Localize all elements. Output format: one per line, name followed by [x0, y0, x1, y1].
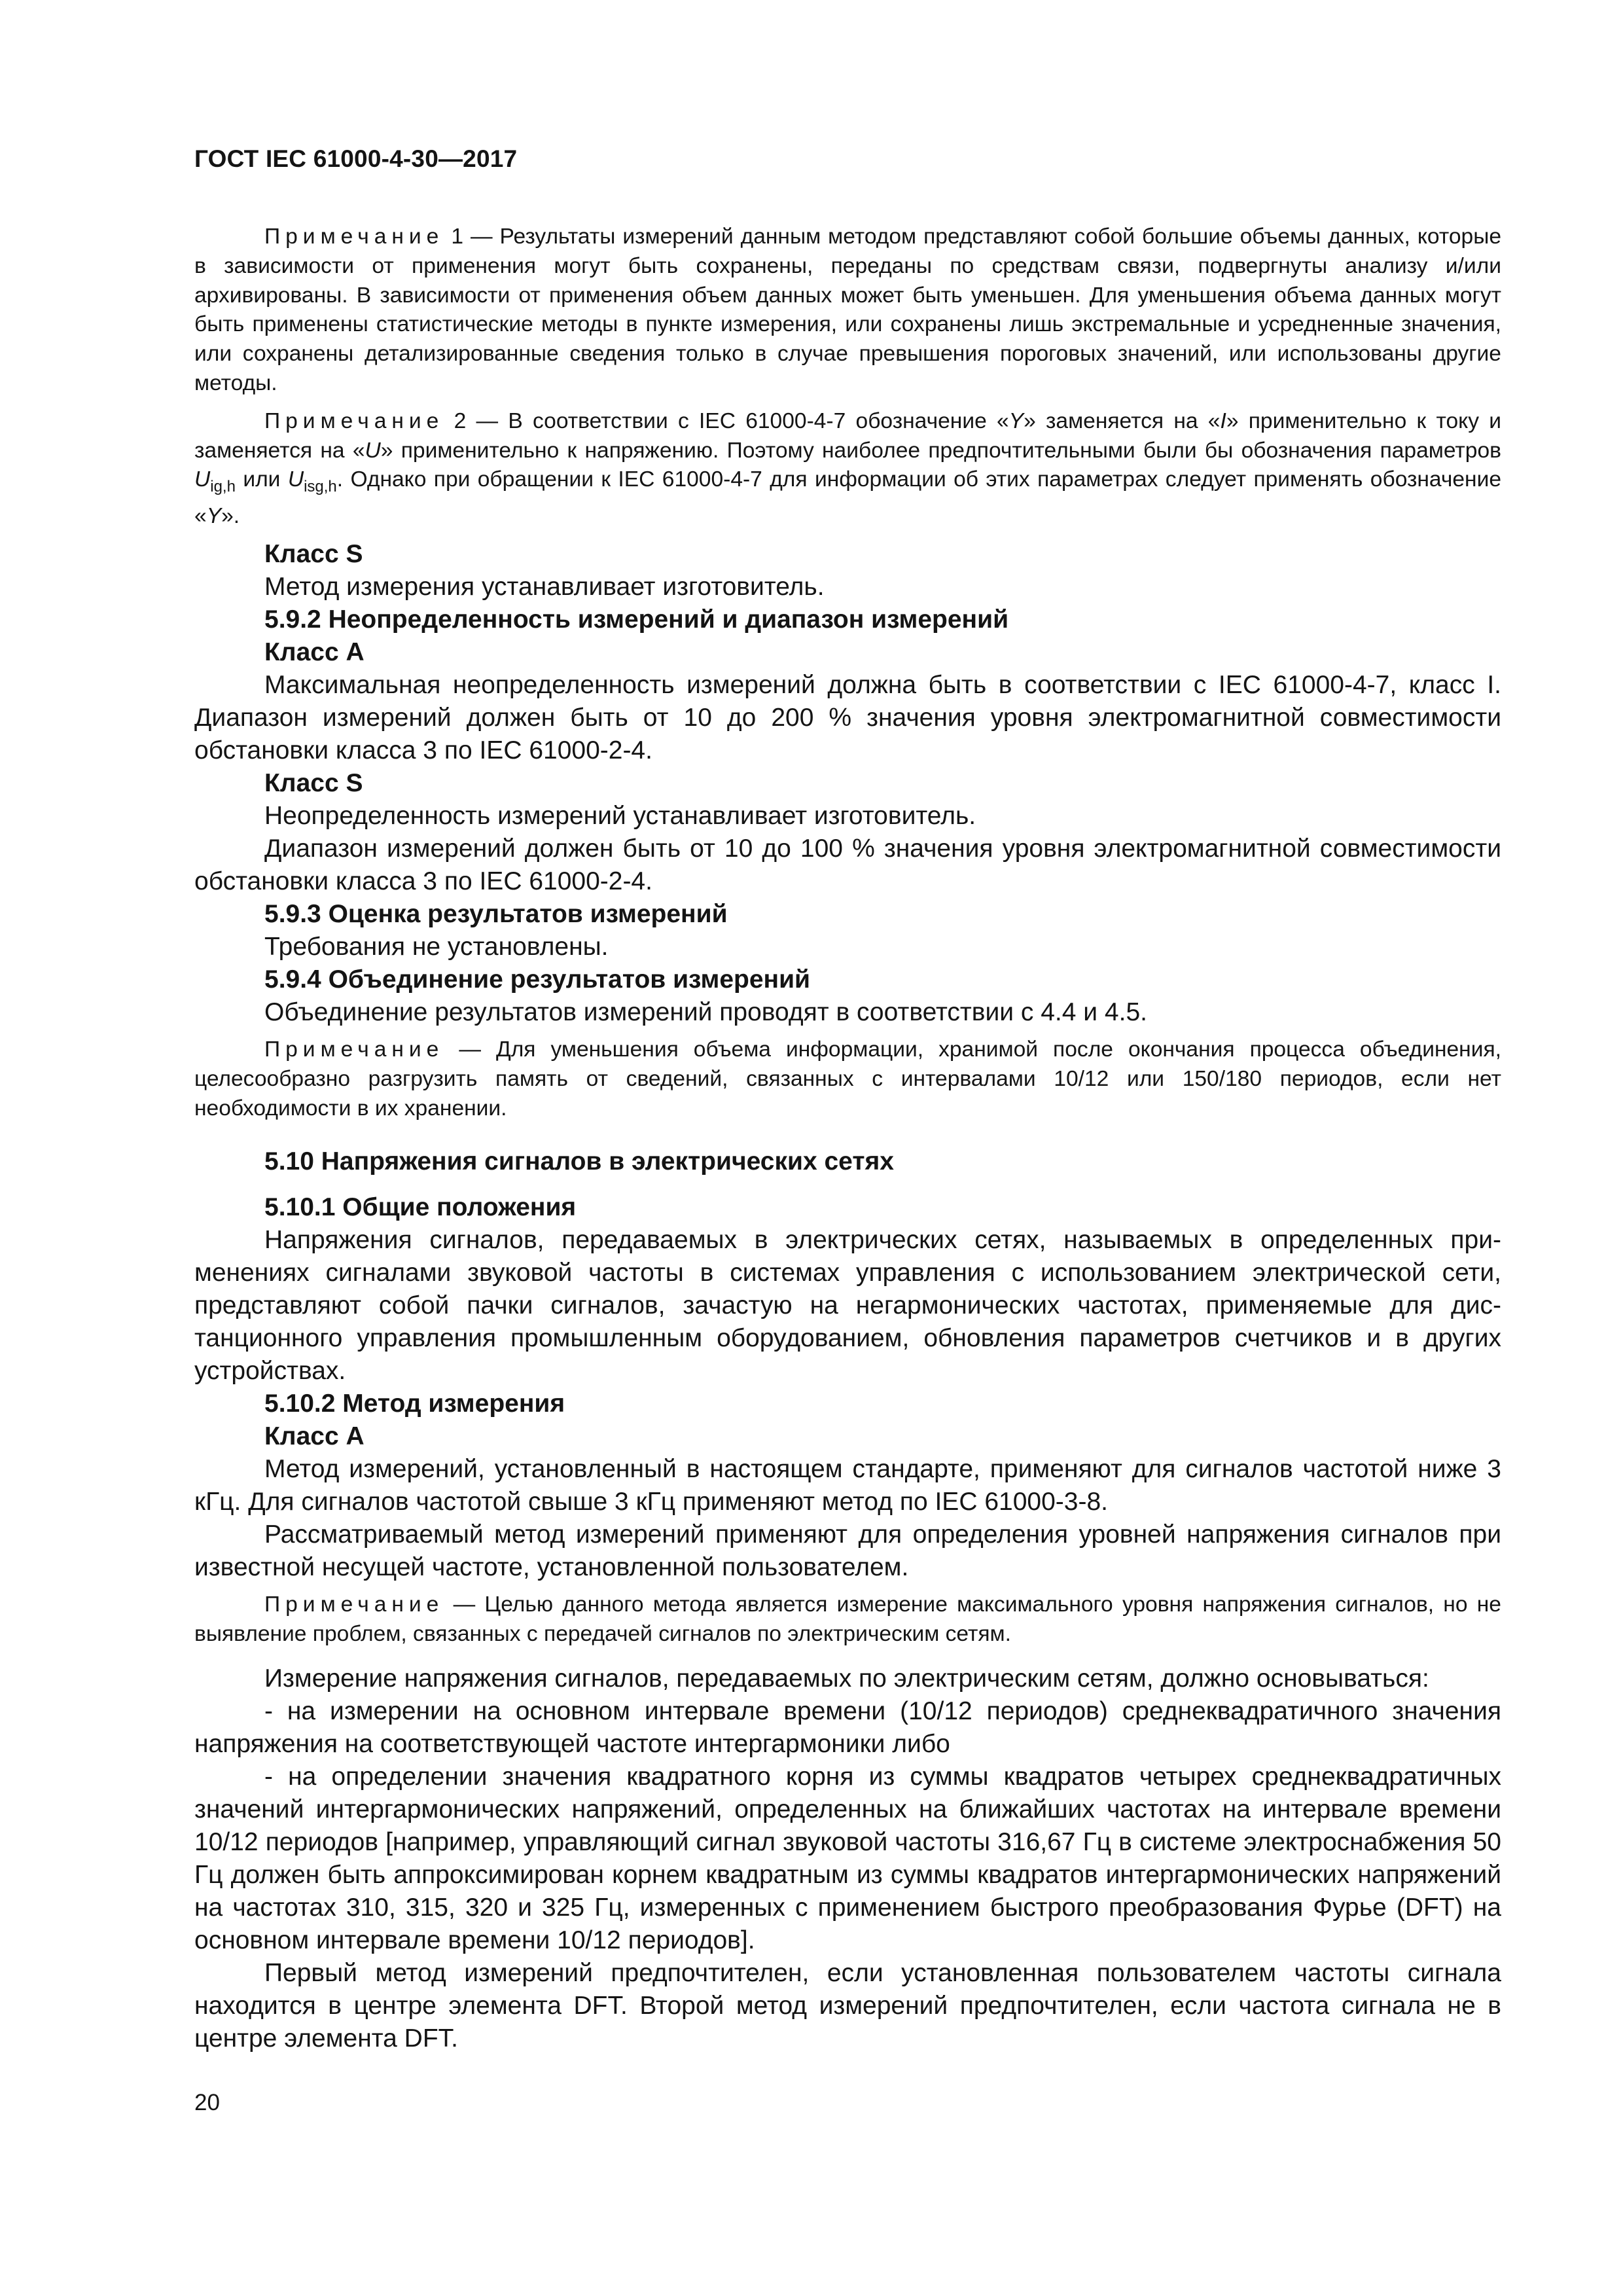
paragraph: Требования не установлены.: [264, 932, 609, 961]
section-5-9-4-heading: 5.9.4 Объединение результатов измерений: [264, 965, 811, 994]
note-label: Примечание: [264, 224, 444, 249]
class-s-heading: Класс S: [264, 539, 363, 568]
note-text: . Однако при обращении к IEC 61000-4-7 для информации об этих параметрах следует применять обозначение «: [194, 467, 1502, 529]
subscript: ig,h: [210, 478, 236, 496]
note-text: В соответствии с IEC 61000-4-7 обозначение «: [508, 408, 1009, 433]
document-header: ГОСТ IEC 61000-4-30—2017: [194, 145, 518, 172]
class-s-heading: Класс S: [264, 768, 363, 797]
note-number: 1 —: [444, 224, 500, 249]
note-text: » применительно к напряжению. Поэтому наиболее предпочтительными были бы обозначения параметров: [380, 438, 1501, 463]
symbol-u: U: [365, 438, 381, 463]
symbol-y: Y: [1008, 408, 1024, 433]
note-2: [194, 407, 1501, 531]
note-text: ».: [221, 504, 240, 529]
symbol-y: Y: [206, 504, 222, 529]
note-1: [194, 223, 1501, 399]
page-content: [194, 223, 1501, 2055]
subscript: isg,h: [304, 478, 337, 496]
paragraph: Метод измерения устанавливает изготовитель.: [264, 572, 825, 601]
paragraph: Первый метод измерений предпочтителен, если установленная пользователем частоты сигнала находится в центре элемента DFT. Второй метод измерений предпочтителен, если частота сигнала не в центре элемента DFT.: [194, 1958, 1501, 2053]
paragraph: Максимальная неопределенность измерений должна быть в соответствии с IEC 61000-4-7, класс I. Диапазон измерений должен быть от 10 до 200 % значения уровня электромагнитной совместимости обстановки класса 3 по IEC 61000-2-4.: [194, 670, 1501, 764]
paragraph: Измерение напряжения сигналов, передаваемых по электрическим сетям, должно основываться:: [264, 1664, 1429, 1693]
symbol-u: U: [194, 467, 211, 492]
note-dash: —: [444, 1592, 485, 1617]
paragraph: Рассматриваемый метод измерений применяют для определения уровней напряжения сигналов при известной несущей частоте, установленной пользователем.: [194, 1520, 1501, 1582]
note-text: » заменяется на «: [1024, 408, 1221, 433]
symbol-u: U: [287, 467, 304, 492]
note-text: » применительно к току и заменяется на «: [194, 408, 1501, 463]
note-label: Примечание: [264, 1037, 444, 1062]
note-label: Примечание: [264, 408, 444, 433]
section-5-10-1-heading: 5.10.1 Общие положения: [264, 1193, 577, 1222]
note-text: Целью данного метода является измерение максимального уровня напряжения сигналов, но не выявление проблем, связанных с передачей сигналов по электрическим сетям.: [194, 1592, 1501, 1647]
note-text: или: [235, 467, 288, 492]
class-a-heading: Класс А: [264, 637, 365, 666]
section-5-10-2-heading: 5.10.2 Метод измерения: [264, 1390, 565, 1418]
paragraph: Метод измерений, установленный в настоящем стандарте, применяют для сигналов частотой ниже 3 кГц. Для сигналов частотой свыше 3 кГц применяют метод по IEC 61000-3-8.: [194, 1455, 1501, 1516]
page-number: 20: [194, 2090, 220, 2115]
section-5-9-3-heading: 5.9.3 Оценка результатов измерений: [264, 899, 728, 928]
paragraph: Диапазон измерений должен быть от 10 до 100 % значения уровня электромагнитной совместимости обстановки класса 3 по IEC 61000-2-4.: [194, 834, 1501, 895]
note-label: Примечание: [264, 1592, 444, 1617]
note-3: [194, 1035, 1501, 1123]
section-5-10-heading: 5.10 Напряжения сигналов в электрических сетях: [264, 1147, 894, 1176]
note-text: Результаты измерений данным методом представляют собой большие объемы данных, которые в зависимости от применения могут быть сохранены, переданы по средствам связи, подвергнуты анализу и/или архивированы. В зависимости от применения объем данных может быть уменьшен. Для уменьшения объема данных могут быть применены статистические методы в пункте измерения, или сохранены лишь экстремальные и усредненные значения, или сохранены детализированные сведения только в случае превышения пороговых значений, или использованы другие методы.: [194, 224, 1502, 395]
note-4: [194, 1590, 1501, 1649]
note-number: 2 —: [444, 408, 508, 433]
note-dash: —: [444, 1037, 496, 1062]
paragraph: Напряжения сигналов, передаваемых в электрических сетях, называемых в определенных применениях сигналами звуковой частоты в системах управления с использованием электрической сети, представляют собой пачки сигналов, зачастую на негармонических частотах, применяемые для дистанционного управления промышленным оборудованием, обновления параметров счетчиков и в других устройствах.: [194, 1226, 1501, 1386]
note-text: Для уменьшения объема информации, хранимой после окончания процесса объединения, целесообразно разгрузить память от сведений, связанных с интервалами 10/12 или 150/180 периодов, если нет необходимости в их хранении.: [194, 1037, 1501, 1121]
paragraph: Объединение результатов измерений проводят в соответствии с 4.4 и 4.5.: [264, 997, 1147, 1026]
paragraph: Неопределенность измерений устанавливает изготовитель.: [264, 801, 976, 830]
section-5-9-2-heading: 5.9.2 Неопределенность измерений и диапазон измерений: [264, 605, 1009, 634]
class-a-heading: Класс А: [264, 1422, 365, 1451]
list-item: - на измерении на основном интервале времени (10/12 периодов) среднеквадратичного значения напряжения на соответствующей частоте интергармоники либо: [194, 1696, 1501, 1758]
list-item: - на определении значения квадратного корня из суммы квадратов четырех среднеквадратичных значений интергармонических напряжений, определенных на ближайших частотах на интервале времени 10/12 периодов [например, управляющий сигнал звуковой частоты 316,67 Гц в системе электроснабжения 50 Гц должен быть аппроксимирован корнем квадратным из суммы квадратов интергармонических напряжений на частотах 310, 315, 320 и 325 Гц, измеренных с применением быстрого преобразования Фурье (DFT) на основном интервале времени 10/12 периодов].: [194, 1762, 1501, 1954]
symbol-i: I: [1220, 408, 1226, 433]
